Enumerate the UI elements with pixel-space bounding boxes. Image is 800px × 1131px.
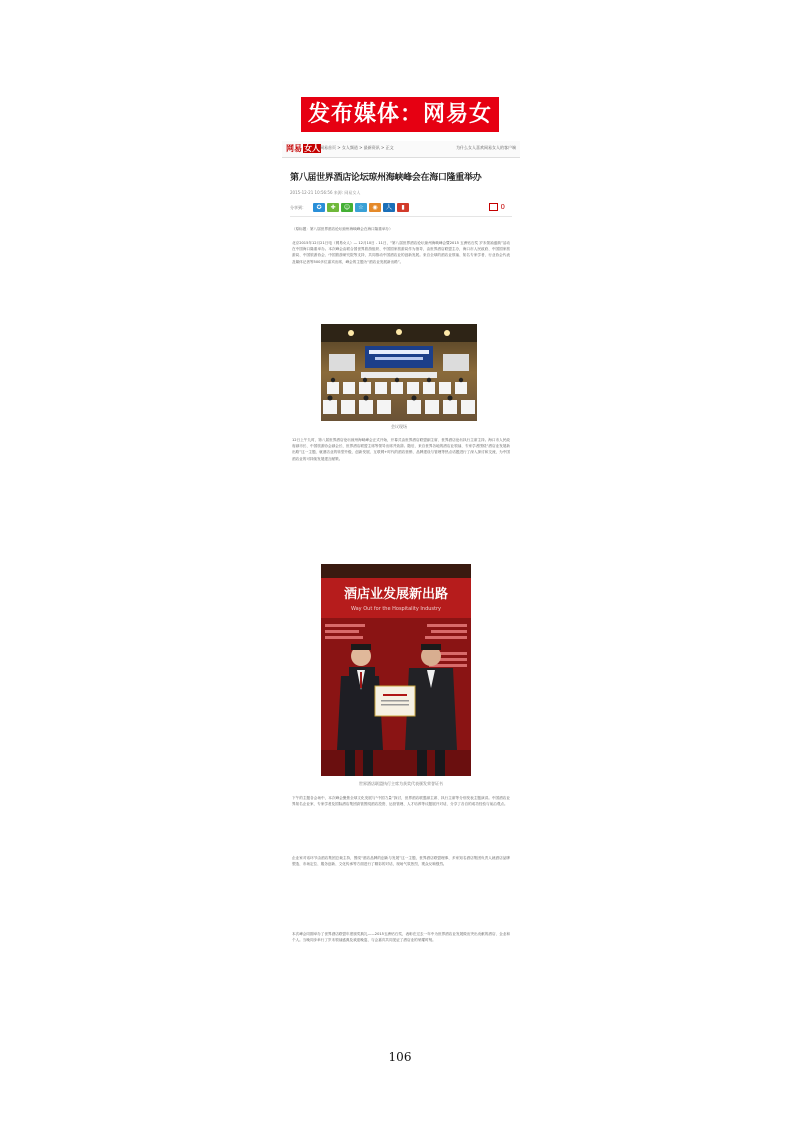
media-banner: 发布媒体：网易女 — [301, 97, 499, 132]
article-paragraph: 企业家对话环节由酒店集团总裁主持，围绕“酒店品牌的创新与发展”这一主题，世界酒店联盟理事、多家知名酒店集团负责人就酒店品牌塑造、市场定位、服务创新、文化传承等方面进行了精彩的对话，现场气氛热烈，观众反响强烈。 — [292, 856, 510, 867]
conference-photo — [321, 324, 477, 421]
share-label: 分享到： — [290, 205, 306, 210]
article-paragraph: （原标题：第八届世界酒店论坛琼州海峡峰会在海口隆重举办） — [292, 227, 393, 231]
comment-icon — [489, 203, 498, 211]
wechat-icon[interactable]: ☺ — [341, 203, 353, 212]
backdrop-subtitle: Way Out for the Hospitality Industry — [350, 606, 442, 612]
more-icon[interactable]: ▮ — [397, 203, 409, 212]
share-bar — [290, 203, 515, 212]
site-header — [282, 141, 520, 158]
article-clipping — [282, 141, 520, 1011]
article-paragraph: 12日上午九时，第八届世界酒店论坛琼州海峡峰会正式开始，开幕式由世界酒店联盟副主席、世界酒店论坛执行主席主持。海口市人民政府副市长、中国旅游协会副会长、世界酒店联盟主席等领导出席并致辞。随后，来自世界各地的酒店业领袖、专家学者围绕“酒店业发展新出路”这一主题，就酒店业的转型升级、创新发展、互联网+时代的酒店营销、品牌建设与管理等热点话题进行了深入探讨和交流，为中国酒店业的可持续发展建言献策。 — [292, 438, 510, 461]
article-paragraph: 北京2015年12月21日电（网易女人）— 12月10日 - 11日，“第八届世界酒店论坛琼州海峡峰会暨2015 五洲钻石奖 岁末领袖盛典”活动在中国海口隆重举办。本次峰会由联合国世界旅游组织、中国国家旅游局作为指导，由世界酒店联盟主办，海口市人民政府、中国国家旅游局、中国旅游协会、中国旅游研究院等支持，共同推动中国酒店业的创新发展。来自全球的酒店业领袖、知名专家学者、行业协会代表及媒体记者等500多位嘉宾出席，峰会的主题为“酒店业发展新出路”。 — [292, 241, 510, 264]
header-promo-link[interactable]: 为什么女人喜欢网易女人的客户端 — [456, 145, 516, 150]
backdrop-title: 酒店业发展新出路 — [343, 587, 449, 602]
award-photo — [321, 564, 471, 776]
douban-icon[interactable]: 人 — [383, 203, 395, 212]
weibo-icon[interactable]: ☆ — [355, 203, 367, 212]
qzone-icon[interactable]: ✪ — [313, 203, 325, 212]
article-paragraph: 下午的主题各会场中，本次峰会聚焦全球文化发展与“中国力量”探讨，世界酒店联盟副主席、执行主席等分别发表主题演讲。中国酒店业界知名企业家、专家学者及国际酒店集团高管围绕酒店投资、运营管理、人才培养等议题展开对话，分享了各自的成功经验与前沿观点。 — [292, 796, 510, 807]
photo-caption: 会议现场 — [391, 424, 407, 429]
renren-icon[interactable]: ◉ — [369, 203, 381, 212]
comment-count[interactable] — [489, 203, 505, 211]
comment-count-value: 0 — [500, 203, 505, 211]
article-title: 第八届世界酒店论坛琼州海峡峰会在海口隆重举办 — [290, 173, 482, 183]
divider — [290, 216, 512, 217]
photo-caption: 世界酒店联盟执行主席为获奖代表颁发荣誉证书 — [359, 781, 443, 786]
page-number: 106 — [388, 1050, 412, 1064]
logo-main: 网易 — [286, 144, 302, 153]
friend-icon[interactable]: ✚ — [327, 203, 339, 212]
site-logo[interactable] — [286, 143, 321, 154]
article-paragraph: 本次峰会同期举办了世界酒店联盟年度颁奖典礼——2015五洲钻石奖，表彰在过去一年中为世界酒店业发展做出突出贡献的酒店、企业和个人。当晚同步举行了岁末领袖盛典及欢迎晚宴，与会嘉宾共同见证了酒店业的荣耀时刻。 — [292, 932, 510, 943]
article-meta: 2015-12-21 10:56:56 来源: 网易女人 — [290, 190, 361, 195]
logo-sub: 女人 — [304, 144, 320, 153]
breadcrumb[interactable]: 网易首页 > 女人频道 > 最新资讯 > 正文 — [320, 145, 394, 150]
